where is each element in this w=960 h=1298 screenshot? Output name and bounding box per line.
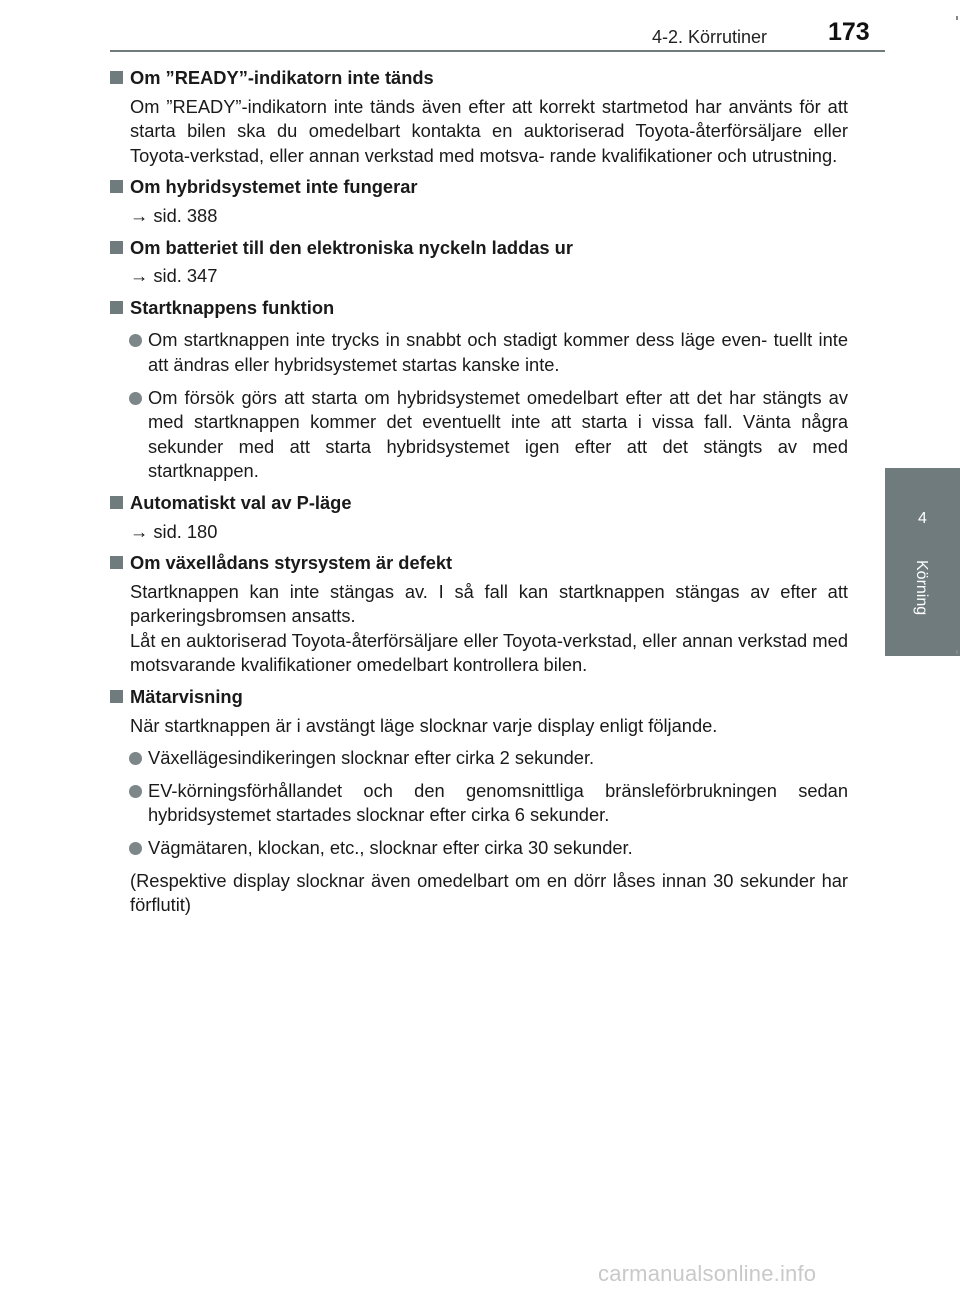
square-bullet-icon xyxy=(110,241,123,254)
section-heading-text: Om hybridsystemet inte fungerar xyxy=(130,176,418,198)
section-body: Om ”READY”-indikatorn inte tänds även efter att korrekt startmetod har använts för att starta bilen ska du omedelbart kontakta en auktoriserad Toyota-återförsäljare eller Toyota-verkstad, eller annan verkstad med motsva- rande kvalifikationer och utrustning. xyxy=(130,95,848,166)
round-bullet-icon xyxy=(129,785,142,798)
round-bullet-icon xyxy=(129,334,142,347)
section-heading xyxy=(108,685,848,710)
section-heading-text: Om ”READY”-indikatorn inte tänds xyxy=(130,67,434,88)
list-item-text: Vägmätaren, klockan, etc., slocknar efter cirka 30 sekunder. xyxy=(148,837,633,859)
square-bullet-icon xyxy=(110,556,123,569)
section-heading-text: Om växellådans styrsystem är defekt xyxy=(130,552,453,574)
side-tab-label: Körning xyxy=(913,560,930,616)
list-item-text: Växellägesindikeringen slocknar efter cirka 2 sekunder. xyxy=(148,747,595,769)
list-item-text: Om startknappen inte trycks in snabbt och stadigt kommer dess läge even- tuellt inte att ändras eller hybridsystemet startas kanske inte. xyxy=(148,329,848,375)
list-item xyxy=(108,328,848,377)
list-item xyxy=(108,746,848,771)
list-item-text: Om försök görs att starta om hybridsystemet omedelbart efter att det har stängts av med startknappen kommer det eventuellt inte att starta i vissa fall. Vänta några sekunder med att starta hybridsystemet igen efter att det stängts av med startknappen. xyxy=(148,386,848,482)
square-bullet-icon xyxy=(110,496,123,509)
section-heading-text: Startknappens funktion xyxy=(130,296,335,318)
round-bullet-icon xyxy=(129,842,142,855)
section-note: (Respektive display slocknar även omedelbart om en dörr låses innan 30 sekunder har förflutit) xyxy=(130,869,848,916)
section-heading xyxy=(108,66,848,91)
square-bullet-icon xyxy=(110,71,123,84)
section-heading xyxy=(108,175,848,200)
page-reference: → sid. 347 xyxy=(130,265,218,287)
section-heading xyxy=(108,236,848,261)
crop-mark xyxy=(956,650,958,654)
section-heading xyxy=(108,296,848,321)
section-heading xyxy=(108,491,848,516)
square-bullet-icon xyxy=(110,301,123,314)
section-body: Startknappen kan inte stängas av. I så fall kan startknappen stängas av efter att parkeringsbromsen ansatts. xyxy=(130,580,848,627)
square-bullet-icon xyxy=(110,690,123,703)
list-item-text: EV-körningsförhållandet och den genomsnittliga bränsleförbrukningen sedan hybridsystemet startades slocknar efter cirka 6 sekunder. xyxy=(148,779,848,826)
round-bullet-icon xyxy=(129,392,142,405)
chapter-title: 4-2. Körrutiner xyxy=(652,27,768,47)
section-heading-text: Om batteriet till den elektroniska nyckeln laddas ur xyxy=(130,236,573,258)
page-reference: → sid. 180 xyxy=(130,520,218,542)
list-item xyxy=(108,836,848,861)
crop-mark xyxy=(956,16,958,20)
section-heading-text: Automatiskt val av P-läge xyxy=(130,491,352,513)
section-heading xyxy=(108,551,848,576)
round-bullet-icon xyxy=(129,752,142,765)
square-bullet-icon xyxy=(110,180,123,193)
side-tab-number: 4 xyxy=(918,510,927,527)
section-body: Låt en auktoriserad Toyota-återförsäljare eller Toyota-verkstad, eller annan verkstad med motsvarande kvalifikationer omedelbart kontrollera bilen. xyxy=(130,629,848,676)
page-reference: → sid. 388 xyxy=(130,204,218,226)
list-item xyxy=(108,386,848,484)
page-content xyxy=(108,66,848,918)
watermark: carmanualsonline.info xyxy=(598,1261,817,1286)
page-number: 173 xyxy=(828,18,870,46)
header-rule xyxy=(110,50,885,52)
section-heading-text: Mätarvisning xyxy=(130,686,243,708)
section-body: När startknappen är i avstängt läge slocknar varje display enligt följande. xyxy=(130,714,718,736)
list-item xyxy=(108,779,848,828)
